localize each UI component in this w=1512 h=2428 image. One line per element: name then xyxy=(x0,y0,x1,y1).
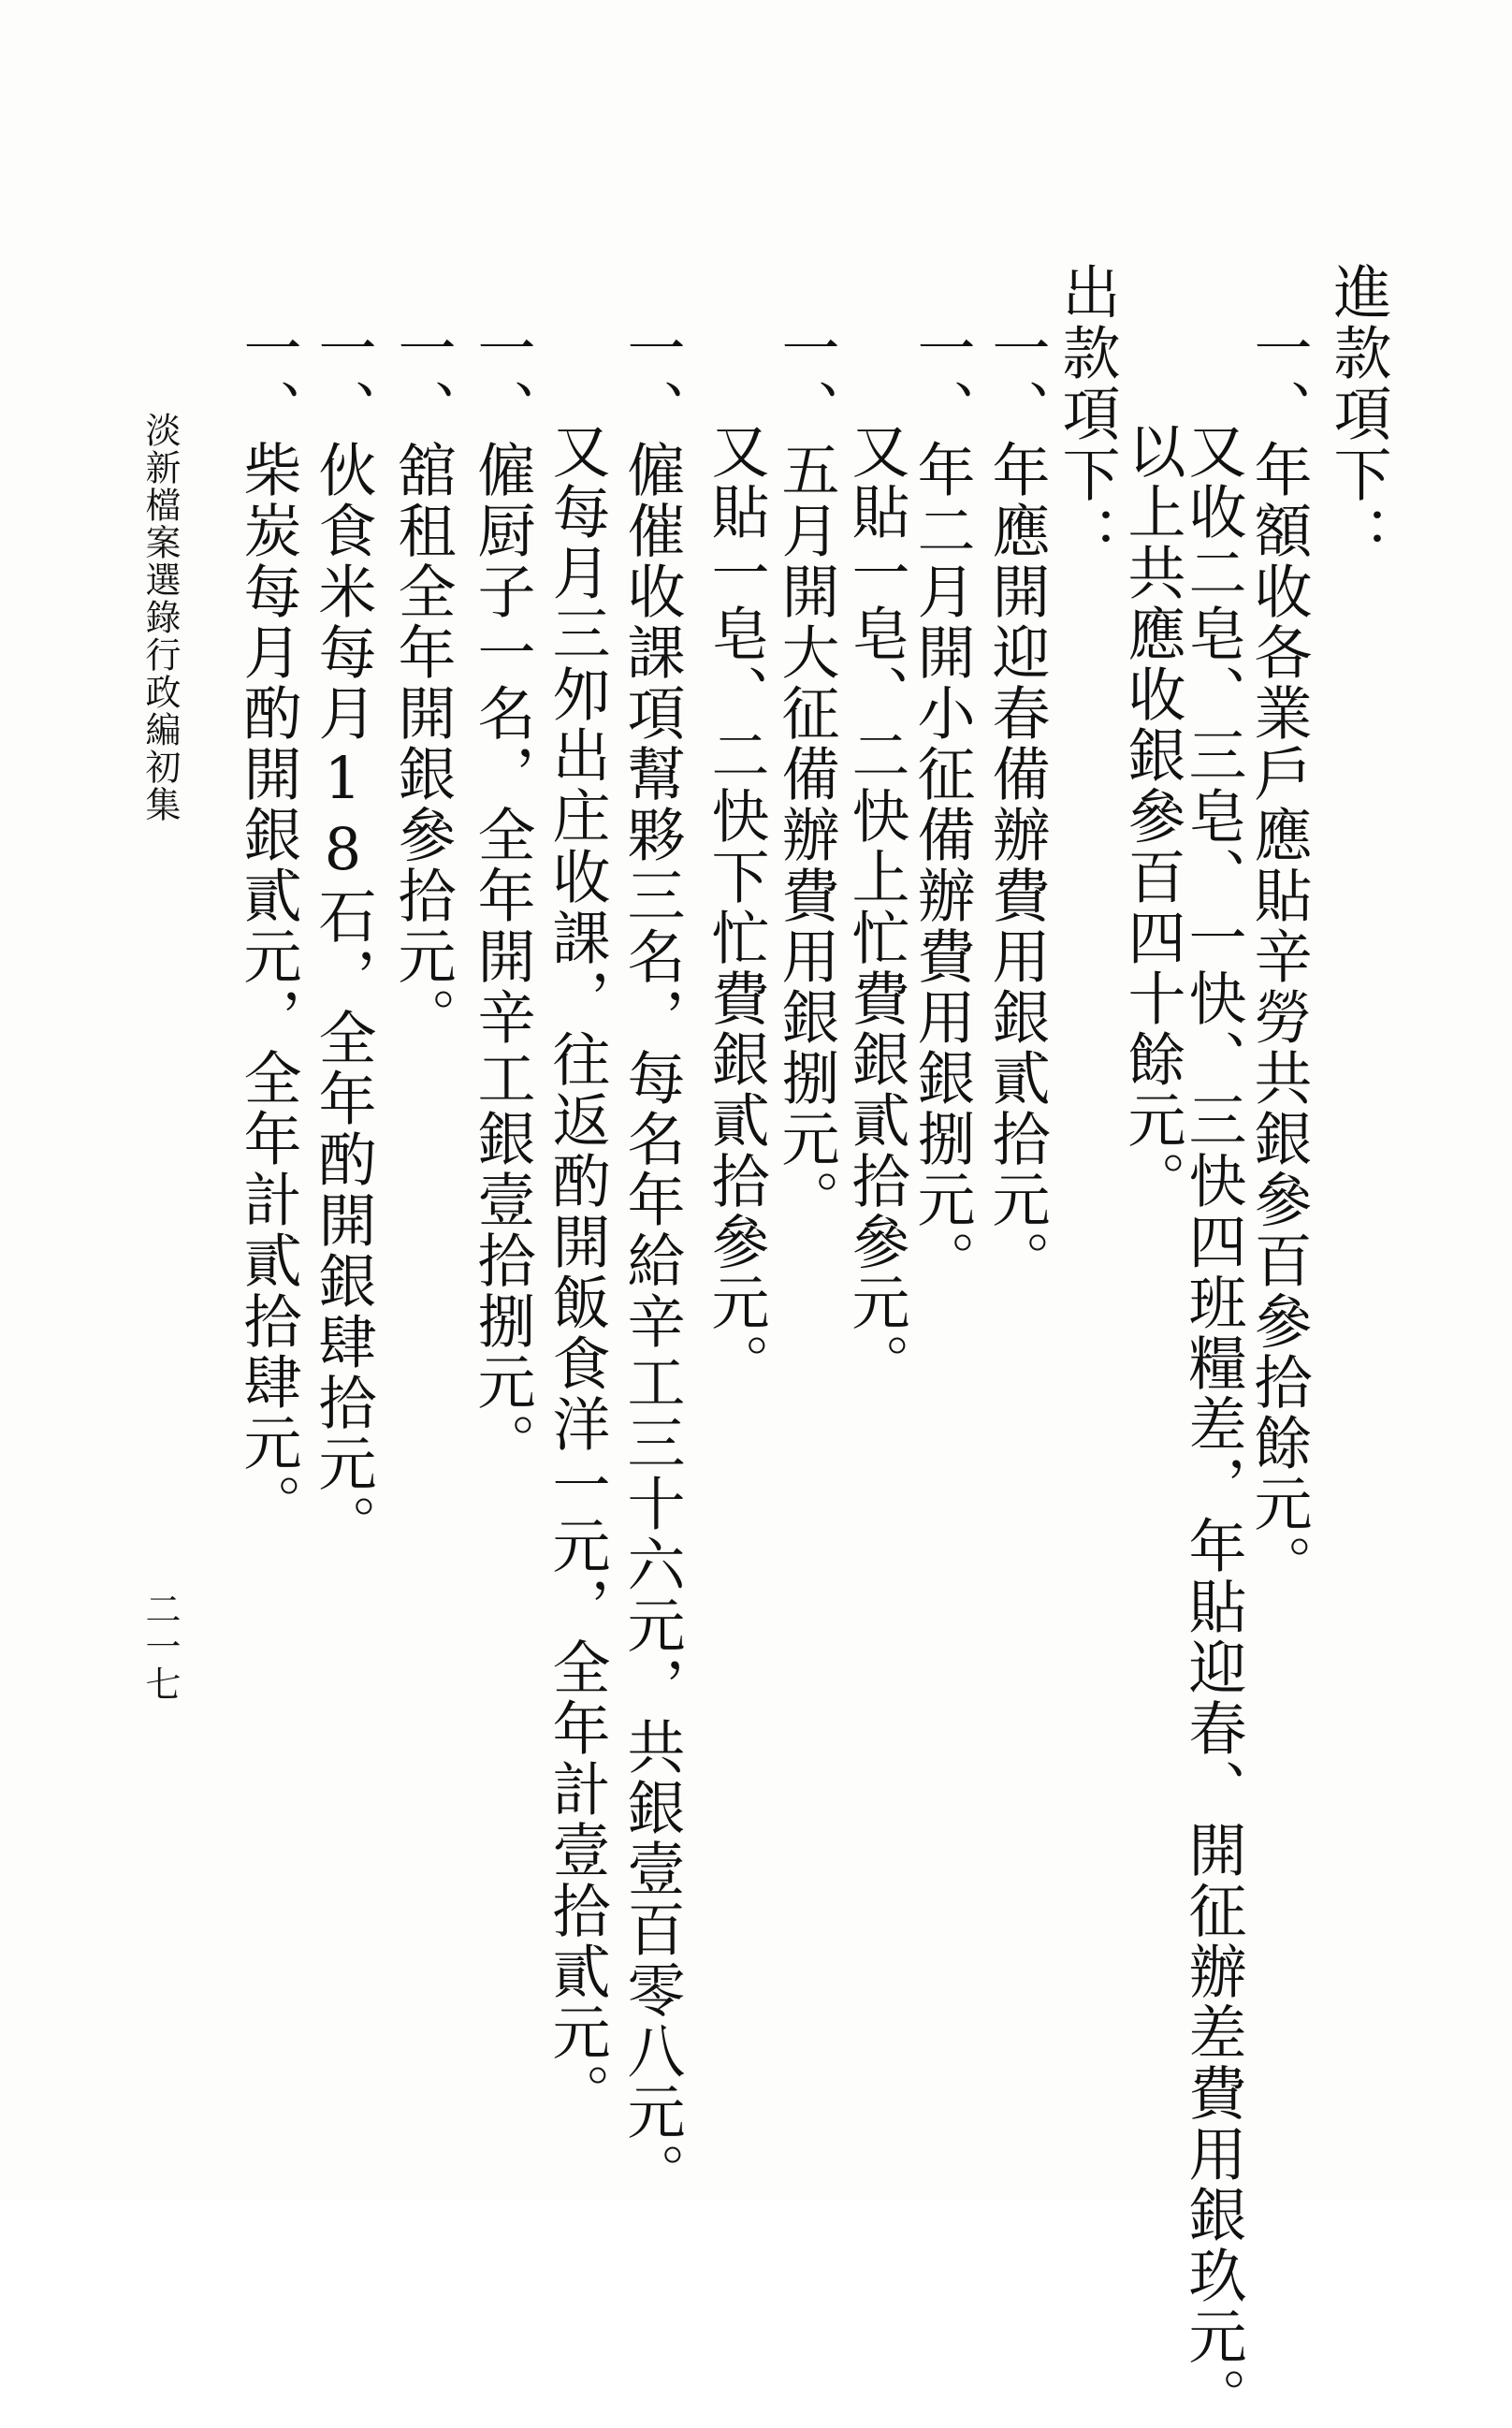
book-title: 淡新檔案選錄行政編初集 xyxy=(139,412,181,823)
expense-item-2: 一、年二月開小征備辦費用銀捌元。 xyxy=(908,318,976,1291)
expense-item-5: 又貼一皂、二快下忙費銀貳拾參元。 xyxy=(702,421,770,1394)
income-total: 以上共應收銀參百四十餘元。 xyxy=(1118,421,1186,1212)
income-item-2: 又收二皂、三皂、一快、三快四班糧差，年貼迎春、開征辦差費用銀玖元。 xyxy=(1179,421,1247,2428)
expense-item-1: 一、年應開迎春備辦費用銀貳拾元。 xyxy=(982,318,1051,1291)
income-heading: 進款項下： xyxy=(1324,262,1392,566)
expense-item-11: 一、柴炭每月酌開銀貳元，全年計貳拾肆元。 xyxy=(234,318,302,1534)
expense-item-4: 一、五月開大征備辦費用銀捌元。 xyxy=(772,318,840,1230)
expense-heading: 出款項下： xyxy=(1053,262,1121,566)
expense-item-10: 一、伙食米每月18石，全年酌開銀肆拾元。 xyxy=(309,318,377,1555)
expense-item-7: 又每月三夘出庄收課，往返酌開飯食洋一元，全年計壹拾貳元。 xyxy=(543,421,611,2124)
expense-item-9: 一、舘租全年開銀參拾元。 xyxy=(388,318,457,1048)
expense-item-6: 一、僱催收課項幫夥三名，每名年給辛工三十六元，共銀壹百零八元。 xyxy=(618,318,686,2203)
page-number: 二一七 xyxy=(139,1591,181,1703)
income-item-1: 一、年額收各業戶應貼辛勞共銀參百參拾餘元。 xyxy=(1244,318,1313,1595)
expense-item-3: 又貼一皂、二快上忙費銀貳拾參元。 xyxy=(842,421,910,1394)
expense-item-8: 一、僱厨子一名，全年開辛工銀壹拾捌元。 xyxy=(468,318,536,1474)
